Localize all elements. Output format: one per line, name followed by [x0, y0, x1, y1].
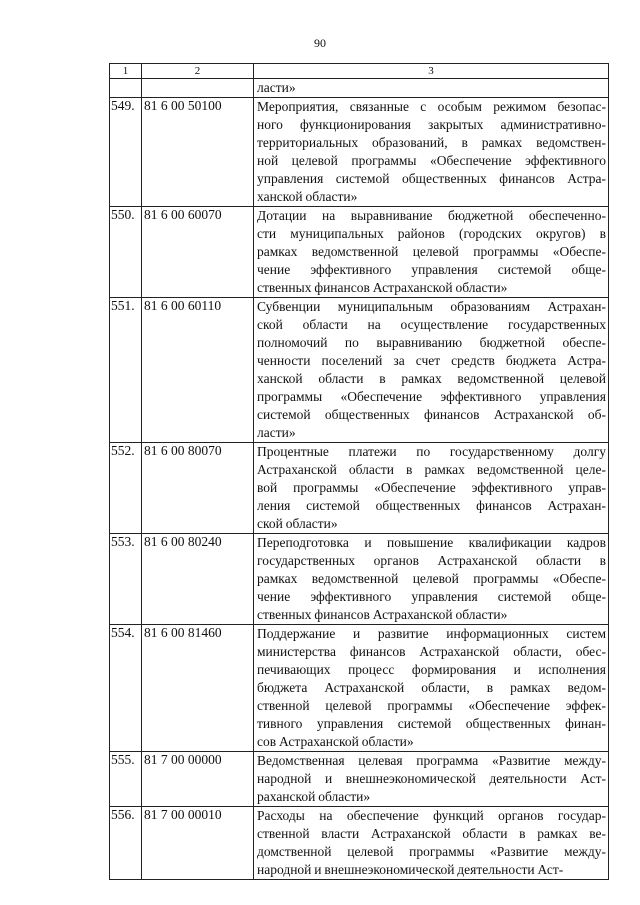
- column-header-3: 3: [254, 64, 609, 79]
- description-line: ления системой общественных финансов Астрахан-: [257, 498, 606, 513]
- description-line: Ведомственная целевая программа «Развитие между-: [257, 753, 606, 768]
- description-line: раханской области»: [257, 789, 371, 804]
- table-row: [110, 207, 609, 298]
- row-number: 554.: [110, 625, 142, 752]
- description-line: народной и внешнеэкономической деятельности Аст-: [257, 771, 606, 786]
- description-line: ханской области»: [257, 189, 358, 204]
- description-line: полномочий по выравниванию бюджетной обеспе-: [257, 335, 606, 350]
- description-line: чение эффективного управления системой обще-: [257, 589, 606, 604]
- expense-description: [254, 807, 609, 880]
- continuation-row: [110, 79, 609, 98]
- classification-code: 81 6 00 50100: [142, 98, 254, 207]
- expense-description: [254, 443, 609, 534]
- table-row: [110, 98, 609, 207]
- classification-code: 81 6 00 81460: [142, 625, 254, 752]
- table-row: [110, 807, 609, 880]
- row-number: 551.: [110, 298, 142, 443]
- table-row: [110, 298, 609, 443]
- classification-code: 81 7 00 00000: [142, 752, 254, 807]
- description-line: вой программы «Обеспечение эффективного управ-: [257, 480, 606, 495]
- description-line: рамках ведомственной целевой программы «Обеспе-: [257, 571, 606, 586]
- description-line: Поддержание и развитие информационных систем: [257, 626, 606, 641]
- description-line: тивного управления системой общественных финан-: [257, 716, 606, 731]
- description-line: системой общественных финансов Астраханской об-: [257, 407, 606, 422]
- description-line: ного функционирования закрытых административно-: [257, 117, 606, 132]
- description-line: ной целевой программы «Обеспечение эффективного: [257, 153, 606, 168]
- description-line: сти муниципальных районов (городских округов) в: [257, 226, 606, 241]
- description-line: Дотации на выравнивание бюджетной обеспеченно-: [257, 208, 606, 223]
- classification-code: 81 6 00 60070: [142, 207, 254, 298]
- expense-description: [254, 298, 609, 443]
- table-row: [110, 752, 609, 807]
- expense-description: [254, 207, 609, 298]
- budget-classification-table: [109, 63, 609, 880]
- description-line: ской области»: [257, 516, 338, 531]
- description-line: ченности поселений за счет средств бюджета Астра-: [257, 353, 606, 368]
- classification-code: 81 7 00 00010: [142, 807, 254, 880]
- classification-code: 81 6 00 80240: [142, 534, 254, 625]
- expense-description: [254, 534, 609, 625]
- column-header-2: 2: [142, 64, 254, 79]
- description-line: Мероприятия, связанные с особым режимом безопас-: [257, 99, 606, 114]
- description-line: ственной целевой программы «Обеспечение эффек-: [257, 698, 606, 713]
- description-line: Расходы на обеспечение функций органов государ-: [257, 808, 606, 823]
- description-line: государственных органов Астраханской области в: [257, 553, 606, 568]
- expense-description: [254, 98, 609, 207]
- description-line: Астраханской области в рамках ведомственной целе-: [257, 462, 606, 477]
- row-number: 553.: [110, 534, 142, 625]
- description-line: ханской области в рамках ведомственной целевой: [257, 371, 606, 386]
- row-number: 552.: [110, 443, 142, 534]
- description-line: территориальных образований, в рамках ведомствен-: [257, 135, 606, 150]
- expense-description: [254, 625, 609, 752]
- description-line: чение эффективного управления системой обще-: [257, 262, 606, 277]
- table-row: [110, 534, 609, 625]
- classification-code: 81 6 00 80070: [142, 443, 254, 534]
- classification-code: 81 6 00 60110: [142, 298, 254, 443]
- description-line: домственной целевой программы «Развитие между-: [257, 844, 606, 859]
- description-line: бюджета Астраханской области, в рамках ведом-: [257, 680, 606, 695]
- row-number: 549.: [110, 98, 142, 207]
- column-header-1: 1: [110, 64, 142, 79]
- description-line: программы «Обеспечение эффективного управления: [257, 389, 606, 404]
- column-header-row: [110, 64, 609, 79]
- table-row: [110, 443, 609, 534]
- page-number: 90: [314, 36, 326, 50]
- description-line: ственной власти Астраханской области в рамках ве-: [257, 826, 606, 841]
- description-line: ской области на осуществление государственных: [257, 317, 606, 332]
- row-number: 555.: [110, 752, 142, 807]
- description-line: управления системой общественных финансов Астра-: [257, 171, 606, 186]
- expense-description: [254, 752, 609, 807]
- continuation-text: ласти»: [254, 79, 609, 98]
- description-line: Субвенции муниципальным образованиям Астрахан-: [257, 299, 606, 314]
- description-line: рамках ведомственной целевой программы «Обеспе-: [257, 244, 606, 259]
- description-line: ласти»: [257, 425, 296, 440]
- description-line: ственных финансов Астраханской области»: [257, 280, 508, 295]
- row-number: 550.: [110, 207, 142, 298]
- description-line: Процентные платежи по государственному долгу: [257, 444, 606, 459]
- description-line: ственных финансов Астраханской области»: [257, 607, 508, 622]
- description-line: сов Астраханской области»: [257, 734, 414, 749]
- description-line: печивающих процесс формирования и исполнения: [257, 662, 606, 677]
- description-line: Переподготовка и повышение квалификации кадров: [257, 535, 606, 550]
- description-line: министерства финансов Астраханской области, обес-: [257, 644, 606, 659]
- row-number: 556.: [110, 807, 142, 880]
- description-line: народной и внешнеэкономической деятельности Аст-: [257, 862, 564, 877]
- table-row: [110, 625, 609, 752]
